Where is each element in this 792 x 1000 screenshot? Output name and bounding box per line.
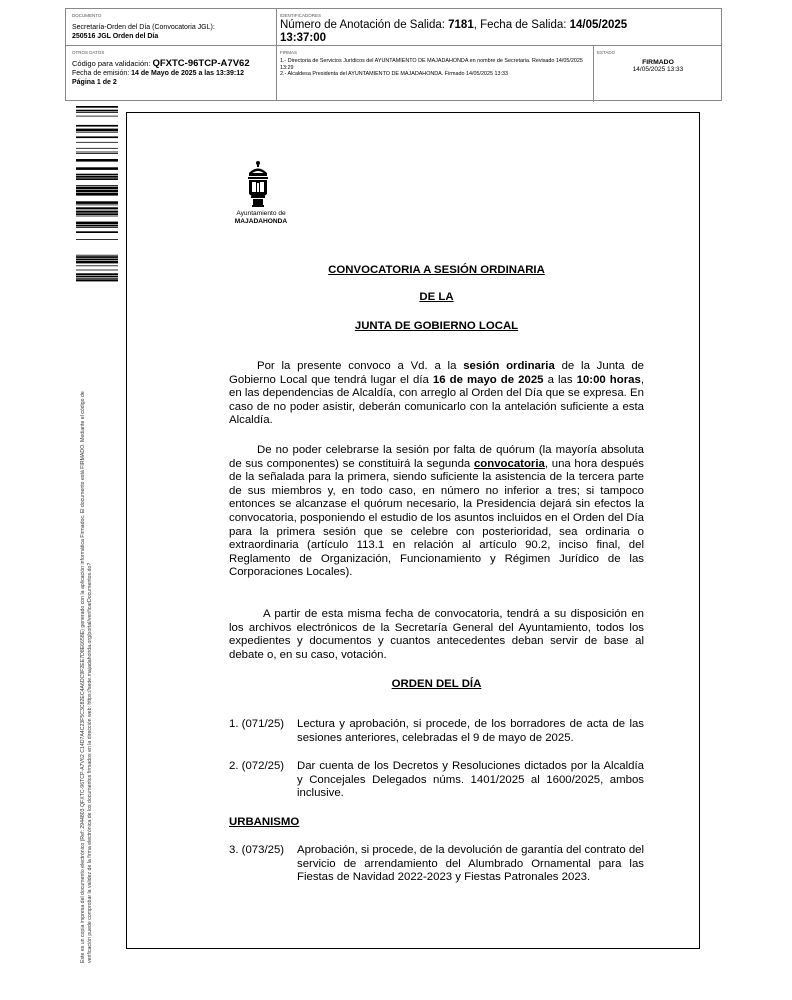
identificadores-label: IDENTIFICADORES xyxy=(280,13,322,18)
barcode-bar xyxy=(76,187,118,190)
barcode-bar xyxy=(76,185,118,186)
barcode-bar xyxy=(76,278,118,279)
documento-cell xyxy=(72,13,272,41)
paragraph-quorum: De no poder celebrarse la sesión por falta de quórum (la mayoría absoluta de sus componentes) se constituirá la segunda convocatoria, una hora después de la señalada para la primera, siendo suficiente la asistencia de la tercera parte de sus miembros y, en todo caso, en número no inferior a tres; si tampoco entonces se alcanzase el quórum necesario, la Presidencia dejará sin efectos la convocatoria, posponiendo el estudio de los asuntos incluidos en el Orden del Día para la primera sesión que se celebre con posterioridad, sea ordinaria o extraordinaria (artículo 113.1 en relación al artículo 90.2, inciso final, del Reglamento de Organización, Funcionamiento y Régimen Jurídico de las Corporaciones Locales). xyxy=(229,444,644,579)
barcode-bar xyxy=(76,129,118,132)
item-text: Dar cuenta de los Decretos y Resoluciones dictados por la Alcaldía y Concejales Delegados núms. 1401/2025 al 1600/2025, ambos inclusive. xyxy=(297,760,644,800)
barcode-bar xyxy=(76,216,118,217)
barcode-bar xyxy=(76,239,118,240)
pagina-number: Página 1 de 2 xyxy=(72,79,117,86)
ayuntamiento-logo xyxy=(228,160,294,232)
barcode-bar xyxy=(76,174,118,176)
estado-cell xyxy=(597,50,719,73)
section-urbanismo: URBANISMO xyxy=(229,816,300,828)
item-number: 1. (071/25) xyxy=(229,718,285,730)
document-header xyxy=(65,8,722,101)
anotacion-line: Número de Anotación de Salida: 7181, Fecha de Salida: 14/05/2025 xyxy=(280,19,628,31)
barcode-bar xyxy=(76,110,118,112)
barcode-bar xyxy=(76,227,118,228)
barcode-bar xyxy=(76,106,118,108)
barcode-bar xyxy=(76,178,118,180)
barcode-bar xyxy=(76,259,118,261)
barcode-bar xyxy=(76,273,118,275)
logo-caption: Ayuntamiento de MAJADAHONDA xyxy=(234,210,288,225)
barcode-bar xyxy=(76,270,118,271)
crest-icon xyxy=(228,160,294,210)
firma-2: 2.- Alcaldesa Presidenta del AYUNTAMIENTO DE MAJADAHONDA. Firmado 14/05/2025 13:33 xyxy=(280,71,508,78)
barcode-bar xyxy=(76,279,118,281)
anotacion-time: 13:37:00 xyxy=(280,32,327,44)
barcode-bar xyxy=(76,116,118,117)
title-de-la: DE LA xyxy=(419,291,454,303)
barcode-bar xyxy=(76,265,118,266)
barcode-bar xyxy=(76,159,118,162)
barcode-bar xyxy=(76,142,118,143)
barcode-bar xyxy=(76,255,118,256)
paragraph-disposicion: A partir de esta misma fecha de convocatoria, tendrá a su disposición en los archivos electrónicos de la Secretaría General del Ayuntamiento, todos los expedientes y documentos y cuantos antecedentes deban servir de base al debate o, en su caso, votación. xyxy=(229,608,644,661)
barcode-bar xyxy=(76,213,118,215)
side-verification-text: Este es un copia impresa del documento electrónico (Ref: 2944803 QFXTC-96TCP-A7V62 C14D7A4C23F5C3C82EC4A6DC9F2EE7D8E6658E) generado con la aplicación informática Firmadoc. El documento está FIRMADO. Mediante el código de verificación puede comprobar la validez de la firma electrónica de los documentos firmados en la dirección web: https://sede.majadahonda.org/portal/verificarDocumentos.do? xyxy=(80,391,93,963)
item-number: 2. (072/25) xyxy=(229,760,285,772)
barcode-bar xyxy=(76,276,118,278)
barcode-bar xyxy=(76,201,118,204)
orden-del-dia-title: ORDEN DEL DÍA xyxy=(391,678,482,690)
codigo-validacion: Código para validación: QFXTC-96TCP-A7V62 xyxy=(72,58,250,69)
barcode-image xyxy=(76,106,118,282)
barcode-bar xyxy=(76,231,118,233)
paragraph-convocatoria: Por la presente convoco a Vd. a la sesión ordinaria de la Junta de Gobierno Local que tendrá lugar el día 16 de mayo de 2025 a las 10:00 horas, en las dependencias de Alcaldía, con arreglo al Orden del Día que se expresa. En caso de no poder asistir, deberán comunicarlo con la antelación suficiente a esta Alcaldía. xyxy=(229,360,644,427)
fecha-emision: Fecha de emisión: 14 de Mayo de 2025 a las 13:39:12 xyxy=(72,70,245,77)
estado-label: ESTADO xyxy=(597,50,616,55)
barcode-bar xyxy=(76,136,118,138)
otros-label: OTROS DATOS xyxy=(72,50,105,55)
firma-1: 1.- Directoria de Servicios Jurídicos del AYUNTAMIENTO DE MAJADAHONDA en nombre de Secretaria. Revisado 14/05/2025 13:29 xyxy=(280,58,583,71)
item-text: Aprobación, si procede, de la devolución de garantía del contrato del servicio de arrendamiento del Alumbrado Ornamental para las Fiestas de Navidad 2022-2023 y Fiestas Patronales 2023. xyxy=(297,844,645,884)
documento-label: DOCUMENTO xyxy=(72,13,102,18)
barcode-bar xyxy=(76,225,118,227)
estado-date: 14/05/2025 13:33 xyxy=(632,66,684,73)
barcode-bar xyxy=(76,211,118,213)
barcode-bar xyxy=(76,153,118,154)
barcode-bar xyxy=(76,132,118,133)
barcode-bar xyxy=(76,112,118,113)
barcode-bar xyxy=(76,190,118,193)
barcode-bar xyxy=(76,222,118,225)
barcode-bar xyxy=(76,210,118,211)
barcode-bar xyxy=(76,256,118,258)
barcode-bar xyxy=(76,261,118,264)
barcode-bar xyxy=(76,205,118,206)
barcode-bar xyxy=(76,193,118,196)
title-convocatoria: CONVOCATORIA A SESIÓN ORDINARIA xyxy=(328,264,545,276)
barcode-bar xyxy=(76,207,118,209)
barcode-bar xyxy=(76,148,118,149)
barcode-bar xyxy=(76,125,118,127)
otros-datos-cell xyxy=(72,50,272,87)
barcode-bar xyxy=(76,176,118,178)
title-junta: JUNTA DE GOBIERNO LOCAL xyxy=(354,320,519,332)
item-text: Lectura y aprobación, si procede, de los borradores de acta de las sesiones anteriores, celebradas el 9 de mayo de 2025. xyxy=(297,718,644,744)
firmas-label: FIRMAS xyxy=(280,50,298,55)
firmas-cell xyxy=(280,50,588,78)
documento-name: Secretaría-Orden del Día (Convocatoria JGL): xyxy=(72,24,215,31)
identificadores-cell xyxy=(280,13,718,45)
estado-value: FIRMADO xyxy=(642,59,674,66)
documento-subname: 250516 JGL Orden del Día xyxy=(72,33,159,40)
barcode-bar xyxy=(76,167,118,170)
item-number: 3. (073/25) xyxy=(229,844,285,856)
barcode-bar xyxy=(76,152,118,153)
